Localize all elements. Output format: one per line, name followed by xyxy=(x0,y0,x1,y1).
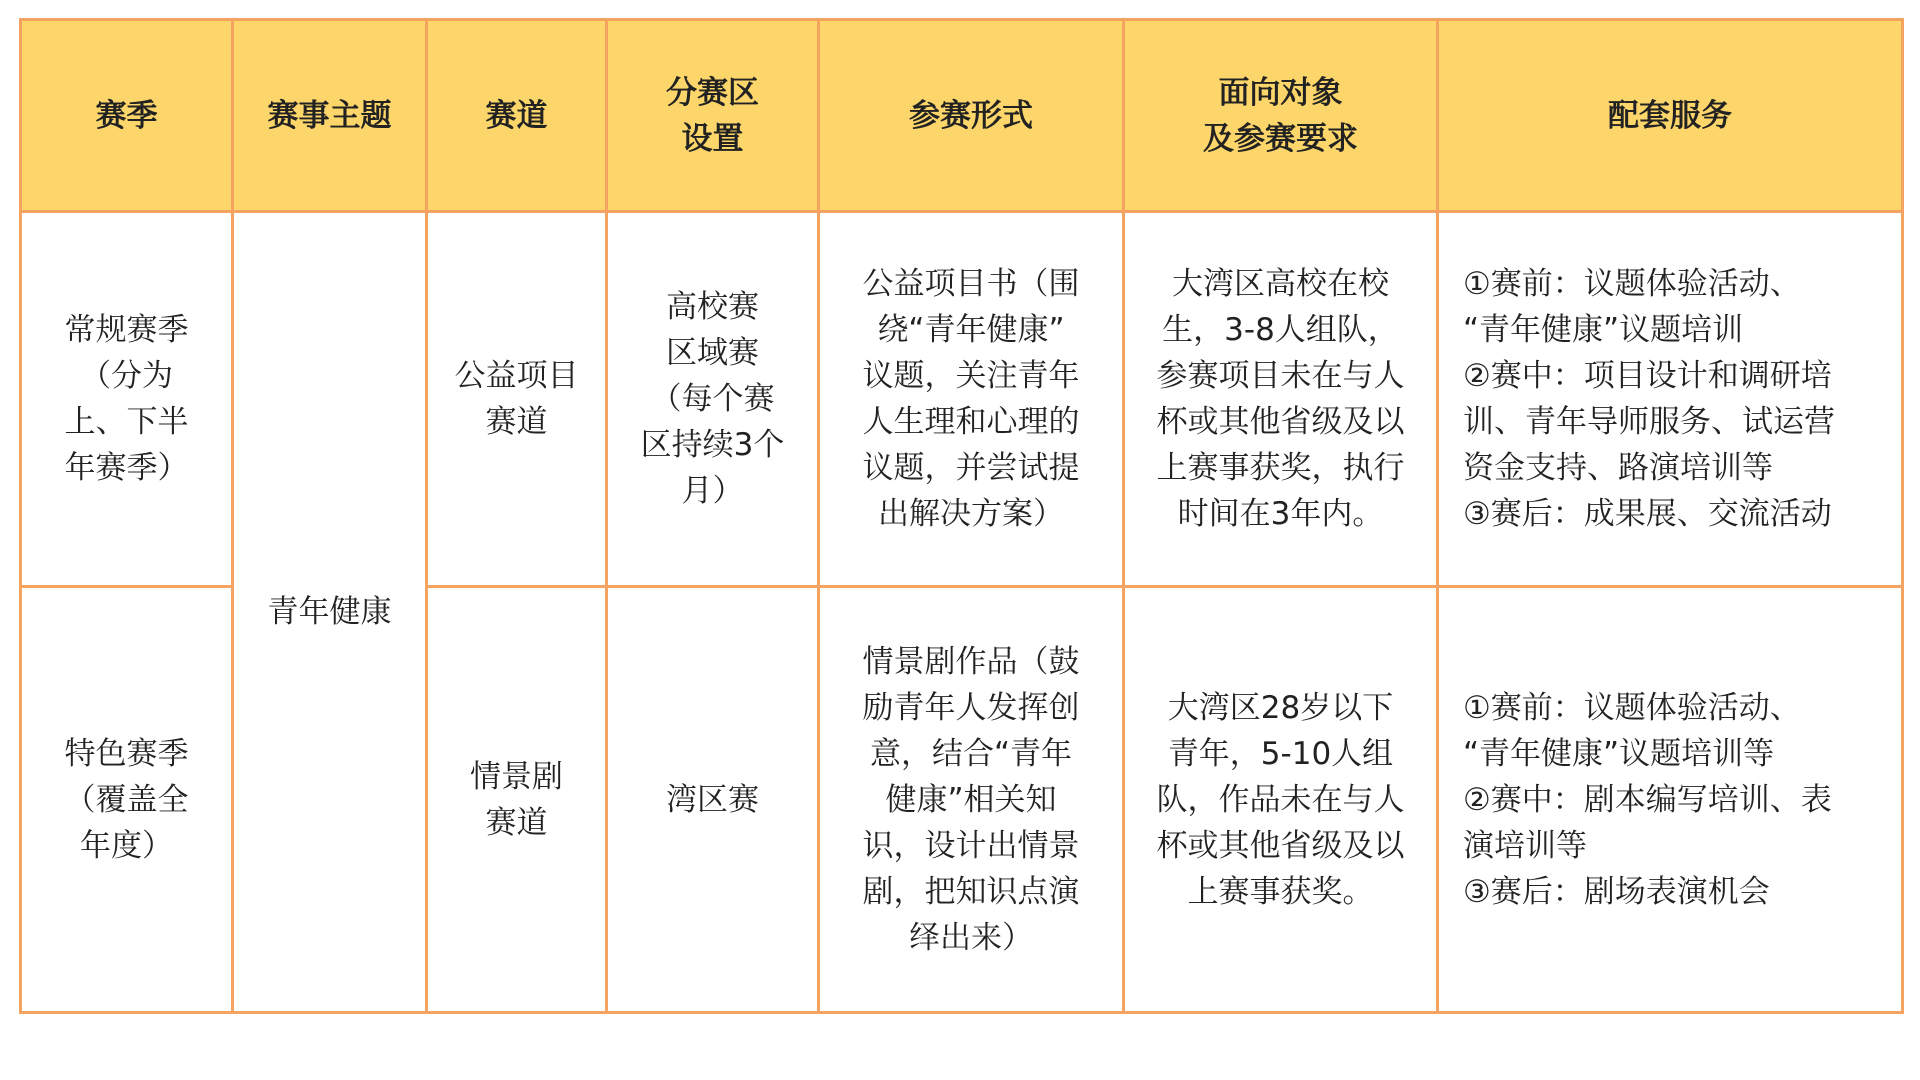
cell-track: 情景剧 赛道 xyxy=(427,587,607,1013)
cell-season: 特色赛季 （覆盖全 年度） xyxy=(21,587,233,1013)
cell-services: ①赛前：议题体验活动、 “青年健康”议题培训 ②赛中：项目设计和调研培 训、青年导师服务、试运营 资金支持、路演培训等 ③赛后：成果展、交流活动 xyxy=(1438,212,1903,587)
header-services: 配套服务 xyxy=(1438,20,1903,212)
table-row xyxy=(21,212,1903,587)
cell-services: ①赛前：议题体验活动、 “青年健康”议题培训等 ②赛中：剧本编写培训、表 演培训等 ③赛后：剧场表演机会 xyxy=(1438,587,1903,1013)
header-season: 赛季 xyxy=(21,20,233,212)
cell-format: 公益项目书（围 绕“青年健康” 议题，关注青年 人生理和心理的 议题，并尝试提 出解决方案） xyxy=(819,212,1124,587)
table-header-row xyxy=(21,20,1903,212)
cell-track: 公益项目 赛道 xyxy=(427,212,607,587)
competition-table-container xyxy=(19,18,1901,1011)
cell-theme: 青年健康 xyxy=(233,212,427,1013)
header-division: 分赛区 设置 xyxy=(607,20,819,212)
cell-audience: 大湾区28岁以下 青年，5-10人组 队，作品未在与人 杯或其他省级及以 上赛事获奖。 xyxy=(1124,587,1438,1013)
header-theme: 赛事主题 xyxy=(233,20,427,212)
cell-division: 湾区赛 xyxy=(607,587,819,1013)
competition-table xyxy=(19,18,1904,1014)
cell-division: 高校赛 区域赛 （每个赛 区持续3个 月） xyxy=(607,212,819,587)
header-format: 参赛形式 xyxy=(819,20,1124,212)
cell-audience: 大湾区高校在校 生，3-8人组队， 参赛项目未在与人 杯或其他省级及以 上赛事获奖，执行 时间在3年内。 xyxy=(1124,212,1438,587)
cell-format: 情景剧作品（鼓 励青年人发挥创 意，结合“青年 健康”相关知 识，设计出情景 剧，把知识点演 绎出来） xyxy=(819,587,1124,1013)
header-track: 赛道 xyxy=(427,20,607,212)
header-audience: 面向对象 及参赛要求 xyxy=(1124,20,1438,212)
cell-season: 常规赛季 （分为 上、下半 年赛季） xyxy=(21,212,233,587)
